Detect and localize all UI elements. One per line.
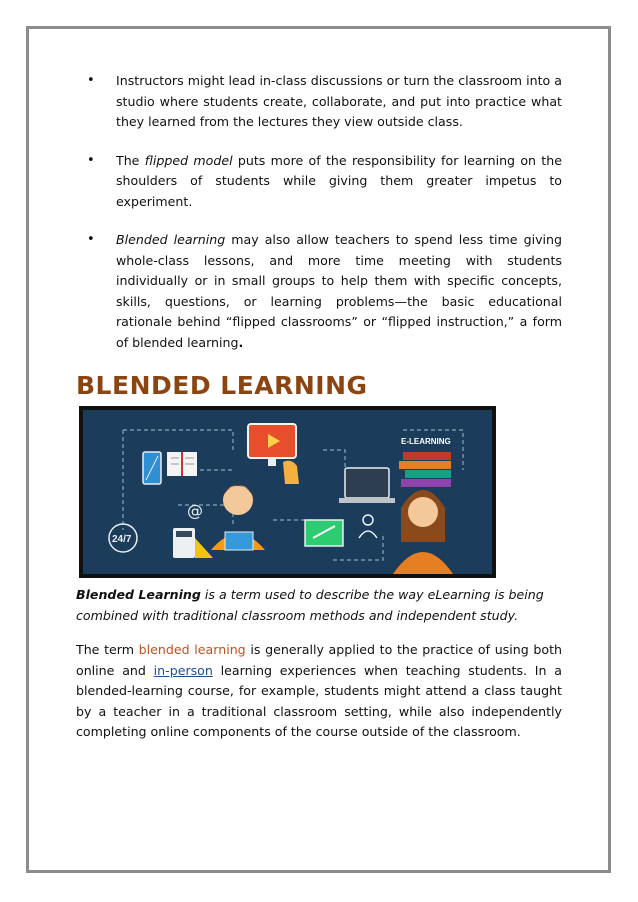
bullet-strong: . xyxy=(238,334,244,350)
section-heading: BLENDED LEARNING xyxy=(76,371,368,400)
bullet-text: Instructors might lead in-class discussions or turn the classroom into a studio where students create, collaborate, and put into practice what they learned from the lectures they view outside class. xyxy=(116,73,562,129)
bullet-list xyxy=(76,71,562,353)
at-symbol-icon: @ xyxy=(187,501,203,520)
drawing-tablet-icon xyxy=(305,520,343,546)
illustration-canvas xyxy=(83,410,492,574)
calculator-icon xyxy=(173,528,195,558)
bullet-item xyxy=(76,151,562,213)
laptop-icon xyxy=(339,468,395,503)
bullet-icon: • xyxy=(87,232,95,247)
bullet-item xyxy=(76,71,562,133)
elearning-label: E-LEARNING xyxy=(401,437,451,446)
bullet-text: may also allow teachers to spend less time giving whole-class lessons, and more time meeting with students individually or in small groups to help them with specific concepts, skills, questions, or learning problems—the basic educational rationale behind “flipped classrooms” or “flipped instruction,” a form of blended learning xyxy=(116,232,562,350)
document-content xyxy=(76,71,562,743)
bullet-icon: • xyxy=(87,152,95,168)
paragraph-text: The term xyxy=(76,642,139,657)
bullet-emphasis: Blended learning xyxy=(116,232,226,247)
tablet-icon xyxy=(143,452,161,484)
highlight-term: blended learning xyxy=(138,642,246,657)
figure-caption xyxy=(76,585,562,626)
bullet-emphasis: flipped model xyxy=(144,152,233,168)
bullet-item xyxy=(76,230,562,353)
body-paragraph xyxy=(76,640,562,743)
elearning-illustration xyxy=(79,406,496,578)
bullet-icon: • xyxy=(87,73,95,88)
book-icon xyxy=(167,452,197,476)
paragraph-text: is generally applied to the practice of using both online and xyxy=(76,642,563,678)
caption-text: is a term used to describe the way eLearning is being combined with traditional classroom methods and independent study. xyxy=(76,587,544,623)
bullet-text: The xyxy=(116,152,145,168)
paragraph-text: learning experiences when teaching students. In a blended-learning course, for example, students might attend a class taught by a teacher in a traditional classroom setting, while also independently completing online components of the course outside of the classroom. xyxy=(76,662,562,739)
badge-247: 24/7 xyxy=(112,534,132,545)
bullet-text: puts more of the responsibility for learning on the shoulders of students while giving them greater impetus to experiment. xyxy=(116,152,562,209)
caption-term: Blended Learning xyxy=(76,587,201,602)
in-person-link[interactable]: in-person xyxy=(153,662,213,678)
